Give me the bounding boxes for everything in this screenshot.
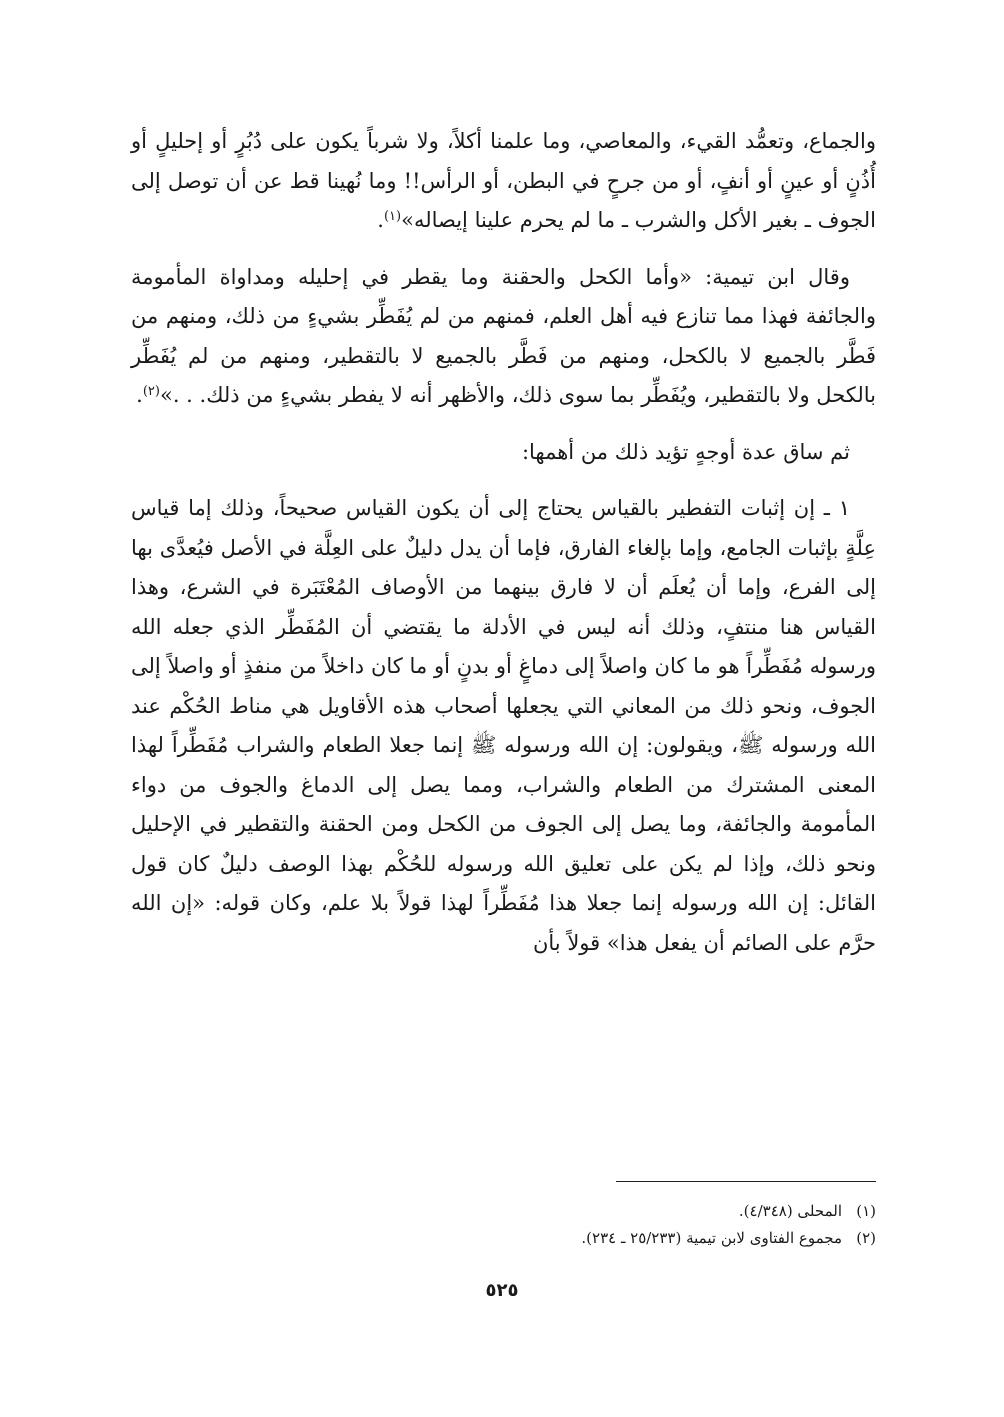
paragraph-text: وقال ابن تيمية: «وأما الكحل والحقنة وما يقطر في إحليله ومداواة المأمومة والجائفة فهذا مما تنازع فيه أهل العلم، فمنهم من لم يُفَطِّر بشيءٍ من ذلك، ومنهم من فَطَّر بالجميع لا بالكحل، ومنهم من فَطَّر بالجميع لا بالتقطير، ومنهم من لم يُفَطِّر بالكحل ولا بالتقطير، ويُفَطِّر بما سوى ذلك، والأظهر أنه لا يفطر بشيءٍ من ذلك. . .» [131,264,876,407]
paragraph-continued [131,122,876,241]
footnote-reference-1[interactable]: (١) [383,209,402,224]
paragraph-end: . [377,208,384,232]
footnote-divider [616,1181,876,1182]
footnote-text: مجموع الفتاوى لابن تيمية (٢٥/٢٣٣ ـ ٢٣٤). [581,1229,842,1247]
paragraph-ibn-taymiyyah-quote [131,258,876,416]
footnote-text: المحلى (٤/٣٤٨). [738,1202,842,1220]
footnote-2 [131,1225,876,1252]
paragraph-point-1: ١ ـ إن إثبات التفطير بالقياس يحتاج إلى أن يكون القياس صحيحاً، وذلك إما قياس عِلَّةٍ بإثبات الجامع، وإما بإلغاء الفارق، فإما أن يدل دليلٌ على العِلَّة في الأصل فيُعدَّى بها إلى الفرع، وإما أن يُعلَم أن لا فارق بينهما من الأوصاف المُعْتَبَرة في الشرع، وهذا القياس هنا منتفٍ، وذلك أنه ليس في الأدلة ما يقتضي أن المُفَطِّر الذي جعله الله ورسوله مُفَطِّراً هو ما كان واصلاً إلى دماغٍ أو بدنٍ أو ما كان داخلاً من منفذٍ أو واصلاً إلى الجوف، ونحو ذلك من المعاني التي يجعلها أصحاب هذه الأقاويل هي مناط الحُكْم عند الله ورسوله ﷺ، ويقولون: إن الله ورسوله ﷺ إنما جعلا الطعام والشراب مُفَطِّراً لهذا المعنى المشترك من الطعام والشراب، ومما يصل إلى الدماغ والجوف من دواء المأمومة والجائفة، وما يصل إلى الجوف من الكحل ومن الحقنة والتقطير في الإحليل ونحو ذلك، وإذا لم يكن على تعليق الله ورسوله للحُكْم بهذا الوصف دليلٌ كان قول القائل: إن الله ورسوله إنما جعلا هذا مُفَطِّراً لهذا قولاً بلا علم، وكان قوله: «إن الله حرَّم على الصائم أن يفعل هذا» قولاً بأن [131,496,876,955]
footnotes [131,1198,876,1252]
paragraph-intro: ثم ساق عدة أوجهٍ تؤيد ذلك من أهمها: [521,439,850,464]
footnote-1 [131,1198,876,1225]
footnote-number: (١) [856,1202,876,1220]
footnote-number: (٢) [856,1229,876,1247]
footnote-reference-2[interactable]: (٢) [142,384,160,399]
paragraph-text: والجماع، وتعمُّد القيء، والمعاصي، وما علمنا أكلاً، ولا شرباً يكون على دُبُرٍ أو إحليلٍ أو أُذُنٍ أو عينٍ أو أنفٍ، أو من جرحٍ في البطن، أو الرأس!! وما نُهينا قط عن أن توصل إلى الجوف ـ بغير الأكل والشرب ـ ما لم يحرم علينا إيصاله» [131,129,876,232]
paragraph-end: . [136,383,143,407]
page-number: ٥٢٥ [485,1280,519,1301]
main-text [131,122,876,963]
